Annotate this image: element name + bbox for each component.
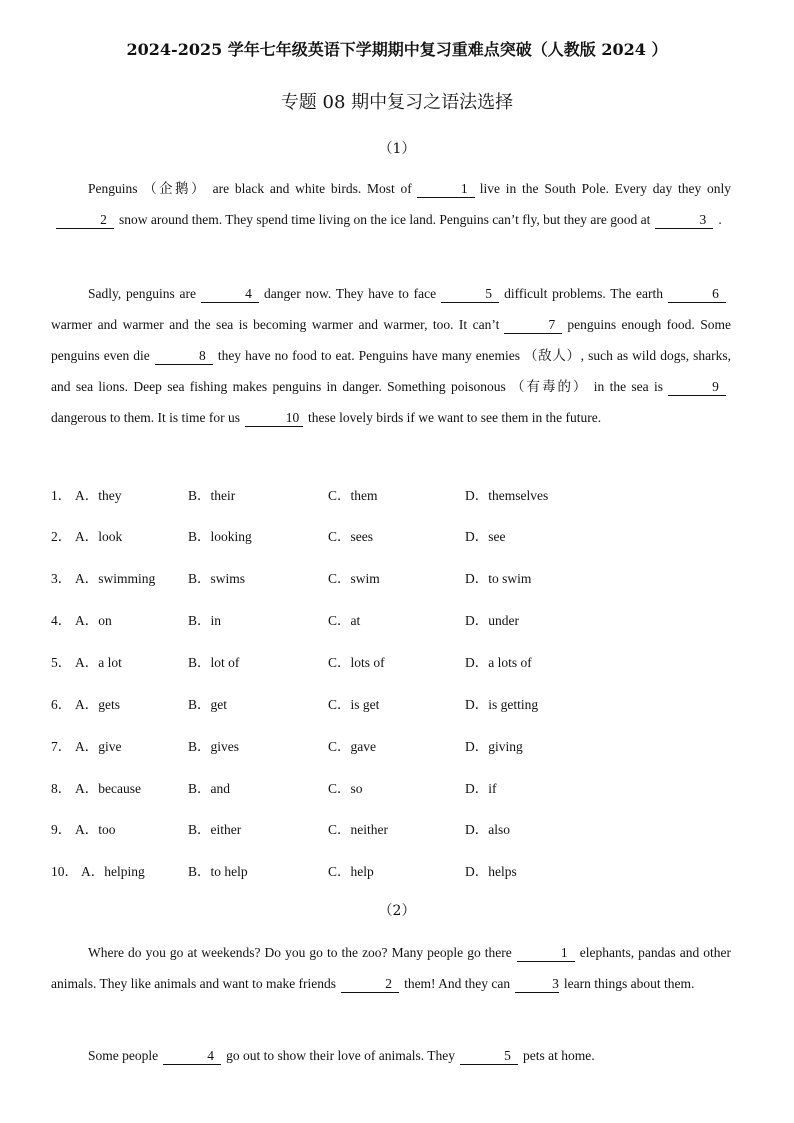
question-row	[51, 860, 751, 882]
text-run: Some people	[88, 1048, 159, 1063]
text-run: these lovely birds if we want to see them in the future.	[307, 410, 602, 425]
text-run: danger now. They have to face	[263, 286, 437, 301]
blank-5: 5	[460, 1048, 518, 1065]
option-b[interactable]: B．looking	[188, 529, 252, 544]
text-run: them! And they can	[404, 976, 511, 991]
blank-3: 3	[655, 212, 713, 229]
text-run: they have no food to eat. Penguins have many enemies （敌人）, such as wild dogs, sharks, and sea lions. Deep sea fishing makes penguins in danger. Something poisonous （有毒的） in the sea is	[51, 348, 731, 394]
option-a[interactable]: A．helping	[81, 864, 145, 879]
option-b[interactable]: B．get	[188, 697, 227, 712]
text-run: .	[718, 212, 722, 227]
blank-2: 2	[341, 976, 399, 993]
text-run: Penguins （企鹅） are black and white birds. Most of	[88, 181, 412, 196]
text-run: dangerous to them. It is time for us	[51, 410, 240, 425]
option-c[interactable]: C．sees	[328, 529, 373, 544]
blank-4: 4	[201, 286, 259, 303]
blank-2: 2	[56, 212, 114, 229]
passage-2-paragraph-2	[51, 1040, 731, 1071]
option-c[interactable]: C．swim	[328, 571, 380, 586]
question-row	[51, 609, 751, 631]
option-d[interactable]: D．if	[465, 781, 497, 796]
option-d[interactable]: D．to swim	[465, 571, 532, 586]
option-a[interactable]: A．look	[75, 529, 123, 544]
passage-1-paragraph-2	[51, 278, 731, 433]
passage-2-paragraph-1	[51, 937, 731, 999]
option-d[interactable]: D．a lots of	[465, 655, 532, 670]
option-b[interactable]: B．in	[188, 613, 222, 628]
option-a[interactable]: A．a lot	[75, 655, 122, 670]
section-label-1: （1）	[378, 141, 416, 157]
question-row	[51, 818, 751, 840]
option-d[interactable]: D．helps	[465, 864, 517, 879]
text-run: Where do you go at weekends? Do you go to the zoo? Many people go there	[88, 945, 512, 960]
option-a[interactable]: A．swimming	[75, 571, 156, 586]
option-a[interactable]: A．because	[75, 781, 141, 796]
text-run: penguins enough food. Some penguins even die	[51, 317, 731, 363]
question-row	[51, 735, 751, 757]
option-c[interactable]: C．them	[328, 488, 378, 503]
document-subtitle: 专题 08 期中复习之语法选择	[280, 92, 514, 113]
question-row	[51, 525, 751, 547]
question-row	[51, 693, 751, 715]
question-number: 9．	[51, 822, 72, 837]
text-run: warmer and warmer and the sea is becoming warmer and warmer, too. It can’t	[51, 317, 500, 332]
question-number: 2．	[51, 529, 72, 544]
blank-7: 7	[504, 317, 562, 334]
blank-10: 10	[245, 410, 303, 427]
blank-3: 3	[515, 976, 559, 993]
option-d[interactable]: D．is getting	[465, 697, 539, 712]
question-number: 4．	[51, 613, 72, 628]
question-number: 3．	[51, 571, 72, 586]
text-run: elephants, pandas and other animals. They like animals and want to make friends	[51, 945, 731, 991]
question-row	[51, 484, 751, 506]
section-label-2: （2）	[378, 903, 416, 919]
option-c[interactable]: C．help	[328, 864, 374, 879]
option-c[interactable]: C．gave	[328, 739, 376, 754]
option-b[interactable]: B．to help	[188, 864, 248, 879]
option-b[interactable]: B．their	[188, 488, 236, 503]
blank-9: 9	[668, 379, 726, 396]
blank-4: 4	[163, 1048, 221, 1065]
option-d[interactable]: D．under	[465, 613, 519, 628]
option-a[interactable]: A．give	[75, 739, 122, 754]
option-c[interactable]: C．lots of	[328, 655, 385, 670]
question-number: 5．	[51, 655, 72, 670]
text-run: learn things about them.	[563, 976, 695, 991]
option-a[interactable]: A．on	[75, 613, 112, 628]
question-number: 7．	[51, 739, 72, 754]
question-number: 1．	[51, 488, 72, 503]
blank-8: 8	[155, 348, 213, 365]
blank-5: 5	[441, 286, 499, 303]
question-row	[51, 651, 751, 673]
text-run: live in the South Pole. Every day they only	[479, 181, 731, 196]
blank-1: 1	[517, 945, 575, 962]
text-run: go out to show their love of animals. They	[226, 1048, 455, 1063]
text-run: difficult problems. The earth	[504, 286, 663, 301]
option-c[interactable]: C．so	[328, 781, 363, 796]
option-c[interactable]: C．is get	[328, 697, 380, 712]
option-b[interactable]: B．and	[188, 781, 230, 796]
option-b[interactable]: B．lot of	[188, 655, 240, 670]
option-b[interactable]: B．swims	[188, 571, 246, 586]
option-d[interactable]: D．see	[465, 529, 506, 544]
question-row	[51, 567, 751, 589]
option-b[interactable]: B．gives	[188, 739, 240, 754]
passage-1-paragraph-1	[51, 173, 731, 235]
text-run: Sadly, penguins are	[88, 286, 196, 301]
blank-6: 6	[668, 286, 726, 303]
question-number: 8．	[51, 781, 72, 796]
option-d[interactable]: D．themselves	[465, 488, 549, 503]
option-d[interactable]: D．giving	[465, 739, 523, 754]
text-run: pets at home.	[522, 1048, 595, 1063]
blank-1: 1	[417, 181, 475, 198]
option-a[interactable]: A．gets	[75, 697, 120, 712]
option-b[interactable]: B．either	[188, 822, 242, 837]
option-c[interactable]: C．at	[328, 613, 361, 628]
option-a[interactable]: A．they	[75, 488, 122, 503]
question-row	[51, 777, 751, 799]
document-title: 2024-2025 学年七年级英语下学期期中复习重难点突破（人教版 2024 ）	[126, 40, 668, 59]
question-number: 6．	[51, 697, 72, 712]
text-run: snow around them. They spend time living on the ice land. Penguins can’t fly, but they are good at	[119, 212, 651, 227]
option-a[interactable]: A．too	[75, 822, 116, 837]
option-d[interactable]: D．also	[465, 822, 510, 837]
question-number: 10．	[51, 864, 78, 879]
option-c[interactable]: C．neither	[328, 822, 388, 837]
